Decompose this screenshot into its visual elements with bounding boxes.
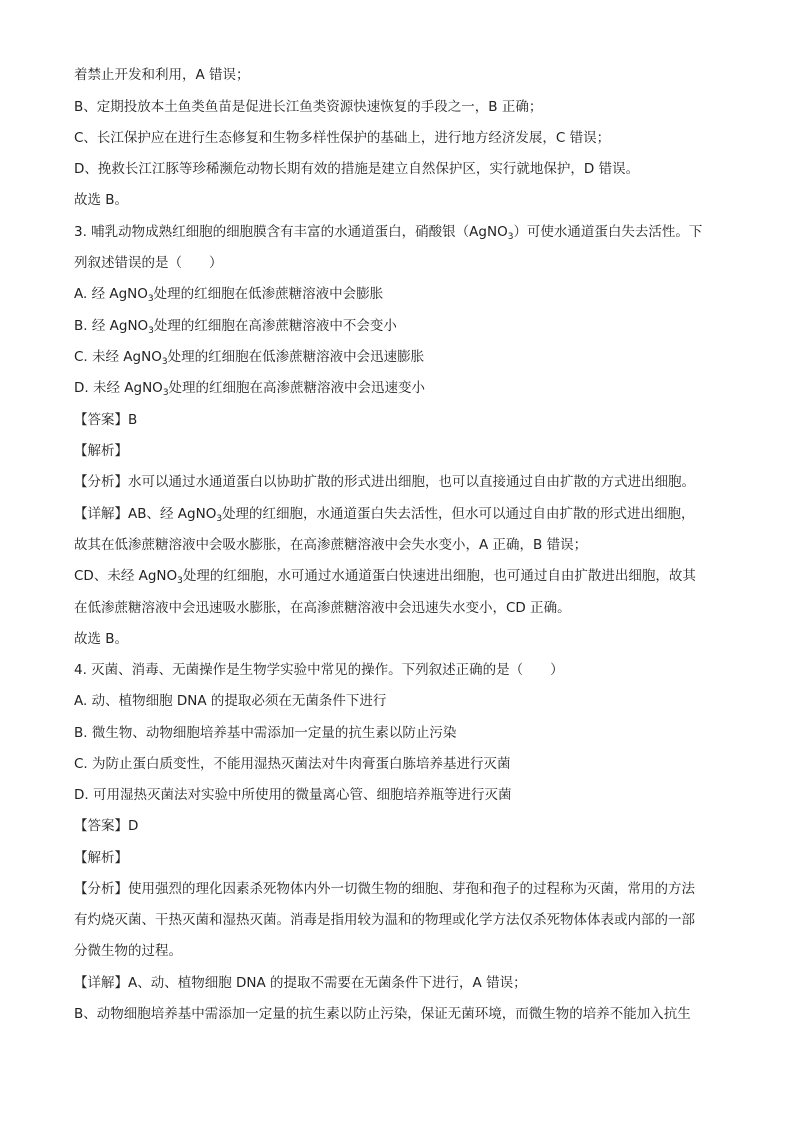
analysis-4-cont: 有灼烧灭菌、干热灭菌和湿热灭菌。消毒是指用较为温和的物理或化学方法仅杀死物体体表或内部的一部 <box>74 912 695 928</box>
question-3-stem-cont: 列叙述错误的是（ ） <box>74 255 223 271</box>
text-segment: 3. 哺乳动物成熟红细胞的细胞膜含有丰富的水通道蛋白，硝酸银（AgNO <box>74 224 508 240</box>
text-segment: D. 未经 AgNO <box>74 380 163 396</box>
analysis-4-cont: 分微生物的过程。 <box>74 943 182 959</box>
option-3c <box>74 347 424 367</box>
answer-3: 【答案】B <box>74 412 138 428</box>
explanation-4-cont: B、动物细胞培养基中需添加一定量的抗生素以防止污染，保证无菌环境，而微生物的培养不能加入抗生 <box>74 1006 691 1022</box>
option-3b <box>74 316 397 336</box>
subscript: 3 <box>507 232 514 242</box>
option-3d <box>74 378 425 398</box>
question-3-stem <box>74 222 702 242</box>
question-4-stem: 4. 灭菌、消毒、无菌操作是生物学实验中常见的操作。下列叙述正确的是（ ） <box>74 662 564 678</box>
text-line: 着禁止开发和利用，A 错误； <box>74 67 250 83</box>
subscript: 3 <box>161 357 168 367</box>
text-segment: C. 未经 AgNO <box>74 349 162 365</box>
analysis-heading-3: 【解析】 <box>74 443 128 459</box>
subscript: 3 <box>216 514 223 524</box>
analysis-3: 【分析】水可以通过水通道蛋白以协助扩散的形式进出细胞，也可以直接通过自由扩散的方式进出细胞。 <box>74 474 695 490</box>
subscript: 3 <box>148 326 154 336</box>
text-segment: 处理的红细胞，水可通过水通道蛋白快速进出细胞，也可通过自由扩散进出细胞，故其 <box>182 568 696 584</box>
text-segment: 处理的红细胞在低渗蔗糖溶液中会迅速膨胀 <box>167 349 425 365</box>
text-line: D、挽救长江江豚等珍稀濒危动物长期有效的措施是建立自然保护区，实行就地保护，D 错误。 <box>74 161 640 177</box>
explanation-3-cd <box>74 566 696 586</box>
text-segment: ）可使水通道蛋白失去活性。下 <box>513 224 703 240</box>
analysis-4: 【分析】使用强烈的理化因素杀死物体内外一切微生物的细胞、芽孢和孢子的过程称为灭菌，常用的方法 <box>74 881 695 897</box>
text-segment: A. 经 AgNO <box>74 286 148 302</box>
explanation-3-cont: 故其在低渗蔗糖溶液中会吸水膨胀，在高渗蔗糖溶液中会失水变小，A 正确，B 错误； <box>74 537 588 553</box>
option-4c: C. 为防止蛋白质变性，不能用湿热灭菌法对牛肉膏蛋白胨培养基进行灭菌 <box>74 756 511 772</box>
text-line: 故选 B。 <box>74 192 129 208</box>
explanation-3 <box>74 504 695 524</box>
text-segment: B. 经 AgNO <box>74 318 149 334</box>
text-segment: 处理的红细胞在高渗蔗糖溶液中不会变小 <box>153 318 397 334</box>
text-segment: 处理的红细胞，水通道蛋白失去活性，但水可以通过自由扩散的形式进出细胞， <box>222 506 695 522</box>
option-4b: B. 微生物、动物细胞培养基中需添加一定量的抗生素以防止污染 <box>74 725 457 741</box>
text-segment: 处理的红细胞在低渗蔗糖溶液中会膨胀 <box>153 286 384 302</box>
text-segment: 处理的红细胞在高渗蔗糖溶液中会迅速变小 <box>168 380 426 396</box>
subscript: 3 <box>162 388 169 398</box>
text-line: B、定期投放本土鱼类鱼苗是促进长江鱼类资源快速恢复的手段之一，B 正确； <box>74 99 543 115</box>
option-3a <box>74 284 383 304</box>
answer-4: 【答案】D <box>74 818 139 834</box>
analysis-heading-4: 【解析】 <box>74 850 128 866</box>
subscript: 3 <box>177 576 183 586</box>
choice-3: 故选 B。 <box>74 631 129 647</box>
subscript: 3 <box>147 294 154 304</box>
text-segment: 【详解】AB、经 AgNO <box>74 506 217 522</box>
option-4d: D. 可用湿热灭菌法对实验中所使用的微量离心管、细胞培养瓶等进行灭菌 <box>74 787 512 803</box>
explanation-4: 【详解】A、动、植物细胞 DNA 的提取不需要在无菌条件下进行，A 错误； <box>74 975 527 991</box>
option-4a: A. 动、植物细胞 DNA 的提取必须在无菌条件下进行 <box>74 693 387 709</box>
explanation-3-cd-cont: 在低渗蔗糖溶液中会迅速吸水膨胀，在高渗蔗糖溶液中会迅速失水变小，CD 正确。 <box>74 600 571 616</box>
text-segment: CD、未经 AgNO <box>74 568 178 584</box>
text-line: C、长江保护应在进行生态修复和生物多样性保护的基础上，进行地方经济发展，C 错误； <box>74 130 611 146</box>
